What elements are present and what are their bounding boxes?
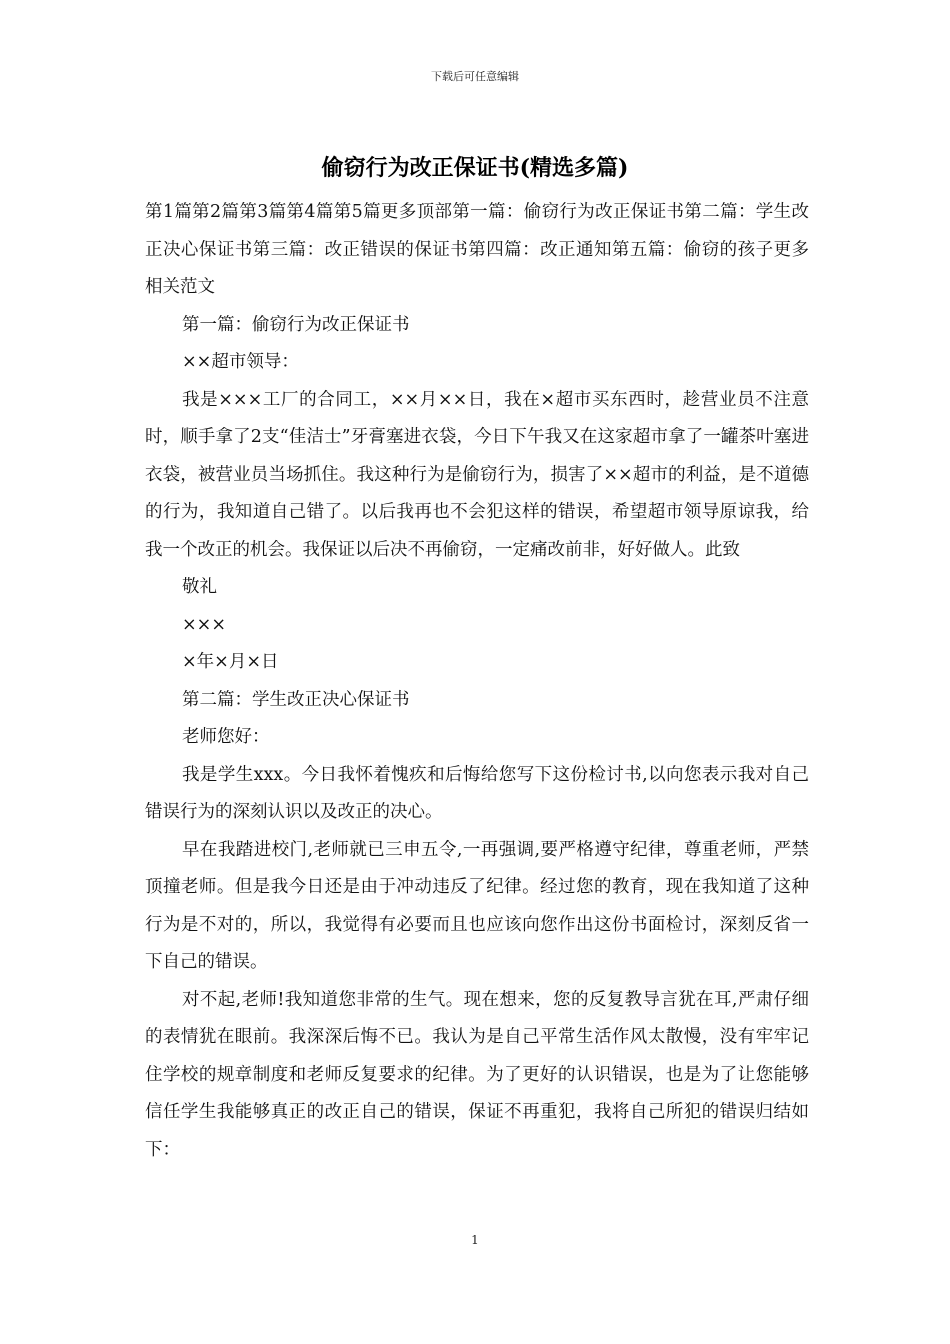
date-1: ×年×月×日: [182, 652, 279, 672]
header-note: 下载后可任意编辑: [431, 70, 519, 83]
paragraph-2a: 我是学生xxx。今日我怀着愧疚和后悔给您写下这份检讨书,以向您表示我对自己错误行为的深刻认识以及改正的决心。: [145, 764, 809, 822]
section-heading-2: 第二篇：学生改正决心保证书: [182, 689, 410, 710]
page-number: 1: [471, 1233, 479, 1247]
closing-1: 敬礼: [182, 577, 217, 597]
salutation-1: ××超市领导：: [182, 352, 299, 372]
salutation-2: 老师您好：: [182, 727, 270, 747]
paragraph-1: 我是×××工厂的合同工，××月××日，我在×超市买东西时，趁营业员不注意时，顺手拿了2支“佳洁士”牙膏塞进衣袋，今日下午我又在这家超市拿了一罐茶叶塞进衣袋，被营业员当场抓住。我这种行为是偷窃行为，损害了××超市的利益，是不道德的行为，我知道自己错了。以后我再也不会犯这样的错误，希望超市领导原谅我，给我一个改正的机会。我保证以后决不再偷窃，一定痛改前非，好好做人。此致: [145, 389, 809, 560]
paragraph-2c: 对不起,老师!我知道您非常的生气。现在想来，您的反复教导言犹在耳,严肃仔细的表情犹在眼前。我深深后悔不已。我认为是自己平常生活作风太散慢，没有牢牢记住学校的规章制度和老师反复要求的纪律。为了更好的认识错误，也是为了让您能够信任学生我能够真正的改正自己的错误，保证不再重犯，我将自己所犯的错误归结如下：: [145, 989, 809, 1160]
table-of-contents: 第1篇第2篇第3篇第4篇第5篇更多顶部第一篇：偷窃行为改正保证书第二篇：学生改正决心保证书第三篇：改正错误的保证书第四篇：改正通知第五篇：偷窃的孩子更多相关范文: [145, 202, 809, 297]
paragraph-2b: 早在我踏进校门,老师就已三申五令,一再强调,要严格遵守纪律，尊重老师，严禁顶撞老师。但是我今日还是由于冲动违反了纪律。经过您的教育，现在我知道了这种行为是不对的，所以，我觉得有必要而且也应该向您作出这份书面检讨，深刻反省一下自己的错误。: [145, 839, 809, 972]
document-title: 偷窃行为改正保证书(精选多篇): [321, 155, 629, 181]
signature-1: ×××: [182, 614, 226, 635]
section-heading-1: 第一篇：偷窃行为改正保证书: [182, 314, 410, 335]
document-body: [145, 194, 809, 1169]
